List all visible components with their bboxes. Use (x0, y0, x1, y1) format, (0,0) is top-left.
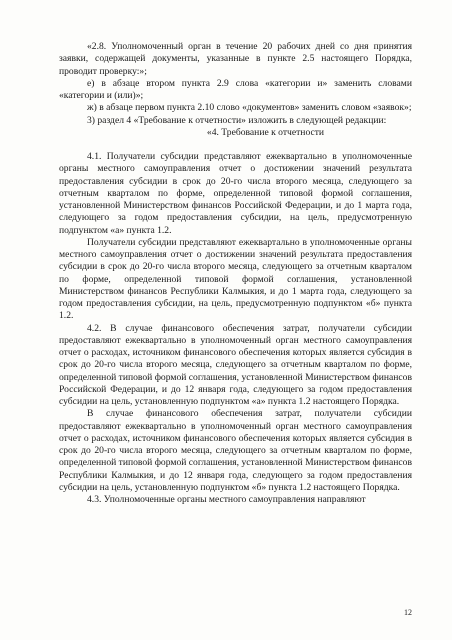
paragraph-zh: ж) в абзаце первом пункта 2.10 слово «документов» заменить словом «заявок»; (87, 102, 412, 114)
paragraph-2-8: «2.8. Уполномоченный орган в течение 20 рабочих дней со дня принятия заявки, содержащей документы, указанные в пункте 2.5 настоящего Порядка, проводит проверку:»; (59, 41, 412, 77)
paragraph-3: 3) раздел 4 «Требование к отчетности» изложить в следующей редакции: (87, 114, 387, 126)
paragraph-4-2: 4.2. В случае финансового обеспечения затрат, получатели субсидии предоставляют ежеквартально в уполномоченный орган местного самоуправления отчет о расходах, источником финансового обеспечения которых является субсидия в срок до 20-го числа второго месяца, следующего за отчетным кварталом по форме, определенной типовой формой соглашения, установленной Министерством финансов Российской Федерации, и до 12 января года, следующего за годом предоставления субсидии на цель, установленную подпунктом «а» пункта 1.2 настоящего Порядка. (59, 322, 412, 407)
page-number: 12 (404, 608, 412, 617)
paragraph-4-2-b: В случае финансового обеспечения затрат, получатели субсидии предоставляют ежеквартально в уполномоченный орган местного самоуправления отчет о расходах, источником финансового обеспечения которых является субсидия в срок до 20-го числа второго месяца, следующего за отчетным кварталом по форме, определенной типовой формой соглашения, установленной Министерством финансов Республики Калмыкия, и до 12 января года, следующего за годом предоставления субсидии на цель, установленную подпунктом «б» пункта 1.2 настоящего Порядка. (59, 408, 412, 493)
paragraph-4-1-b: Получатели субсидии представляют ежеквартально в уполномоченные органы местного самоуправления отчет о достижении значений результата предоставления субсидии в срок до 20-го числа второго месяца, следующего за отчетным кварталом по форме, определенной типовой формой соглашения, установленной Министерством финансов Республики Калмыкия, и до 1 марта года, следующего за годом предоставления субсидии, на цель, предусмотренную подпунктом «б» пункта 1.2. (59, 236, 412, 322)
section-heading: «4. Требование к отчетности (206, 126, 325, 138)
paragraph-4-3: 4.3. Уполномоченные органы местного самоуправления направляют (87, 494, 366, 505)
document-body (59, 41, 412, 506)
paragraph-e: е) в абзаце втором пункта 2.9 слова «категории и» заменить словами «категории и (или)»; (59, 77, 412, 101)
paragraph-4-1: 4.1. Получатели субсидии представляют ежеквартально в уполномоченные органы местного самоуправления отчет о достижении значений результата предоставления субсидии в срок до 20-го числа второго месяца, следующего за отчетным кварталом по форме, определенной типовой формой соглашения, установленной Министерством финансов Российской Федерации, и до 1 марта года, следующего за годом предоставления субсидии, на цель, предусмотренную подпунктом «а» пункта 1.2. (59, 151, 412, 236)
